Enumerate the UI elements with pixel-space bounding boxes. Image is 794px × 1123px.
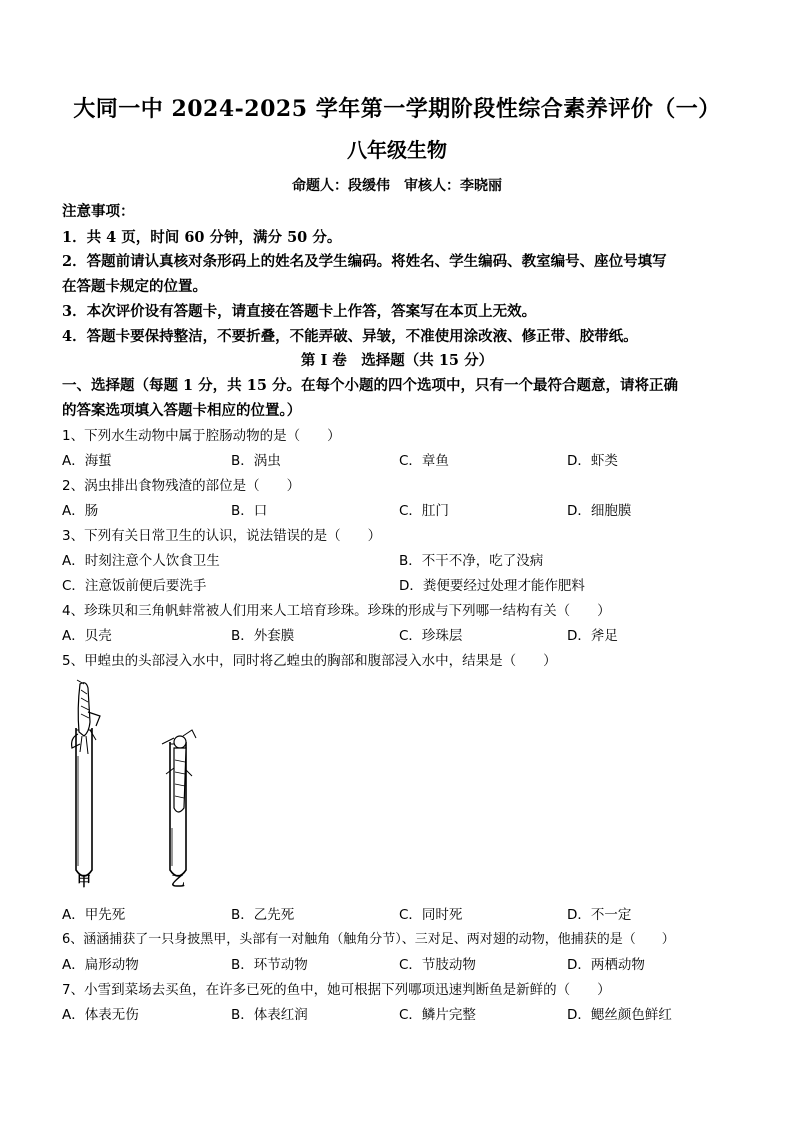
note-2: 2．答题前请认真核对条形码上的姓名及学生编码。将姓名、学生编码、教室编号、座位号填写 xyxy=(62,253,667,270)
question-6-option-a: A．扁形动物 xyxy=(62,957,139,973)
question-1-option-b: B．涡虫 xyxy=(231,453,281,469)
question-6-option-d: D．两栖动物 xyxy=(567,957,645,973)
figure-label-b: 乙 xyxy=(171,874,185,890)
question-7-option-d: D．鳃丝颜色鲜红 xyxy=(567,1007,672,1023)
grasshopper-b xyxy=(162,730,196,812)
notes-heading: 注意事项： xyxy=(62,203,135,220)
tube-a xyxy=(76,728,92,876)
question-6-option-c: C．节肢动物 xyxy=(399,957,476,973)
question-4-option-d: D．斧足 xyxy=(567,628,618,644)
exam-title: 大同一中 2024-2025 学年第一学期阶段性综合素养评价（一） xyxy=(73,96,721,122)
exam-subtitle: 八年级生物 xyxy=(347,138,447,162)
question-4-option-c: C．珍珠层 xyxy=(399,628,463,644)
question-1-option-c: C．章鱼 xyxy=(399,453,449,469)
question-3-option-d: D．粪便要经过处理才能作肥料 xyxy=(399,578,585,594)
question-3-stem: 3、下列有关日常卫生的认识，说法错误的是（ ） xyxy=(62,528,382,544)
question-3-option-a: A．时刻注意个人饮食卫生 xyxy=(62,553,220,569)
question-1-option-a: A．海蜇 xyxy=(62,453,112,469)
question-7-option-a: A．体表无伤 xyxy=(62,1007,139,1023)
question-1-stem: 1、下列水生动物中属于腔肠动物的是（ ） xyxy=(62,428,341,444)
section-instruction-1: 一、选择题（每题 1 分，共 15 分。在每个小题的四个选项中，只有一个最符合题意，请将正确 xyxy=(62,377,678,394)
section-title: 第 I 卷 选择题（共 15 分） xyxy=(300,352,494,369)
question-7-stem: 7、小雪到菜场去买鱼，在许多已死的鱼中，她可根据下列哪项迅速判断鱼是新鲜的（ ） xyxy=(62,982,611,998)
question-5-option-d: D．不一定 xyxy=(567,907,632,923)
note-1: 1．共 4 页，时间 60 分钟，满分 50 分。 xyxy=(62,229,342,246)
question-2-stem: 2、涡虫排出食物残渣的部位是（ ） xyxy=(62,478,301,494)
question-4-stem: 4、珍珠贝和三角帆蚌常被人们用来人工培育珍珠。珍珠的形成与下列哪一结构有关（ ） xyxy=(62,603,611,619)
question-5-stem: 5、甲蝗虫的头部浸入水中，同时将乙蝗虫的胸部和腹部浸入水中，结果是（ ） xyxy=(62,653,557,669)
section-instruction-2: 的答案选项填入答题卡相应的位置。） xyxy=(62,402,302,419)
note-2-cont: 在答题卡规定的位置。 xyxy=(62,278,207,295)
note-4: 4．答题卡要保持整洁，不要折叠，不能弄破、异皱，不准使用涂改液、修正带、胶带纸。 xyxy=(62,328,638,345)
question-7-option-c: C．鳞片完整 xyxy=(399,1007,476,1023)
note-3: 3．本次评价设有答题卡，请直接在答题卡上作答，答案写在本页上无效。 xyxy=(62,303,537,320)
figure-label-a: 甲 xyxy=(77,874,91,890)
question-5-option-b: B．乙先死 xyxy=(231,907,295,923)
question-6-option-b: B．环节动物 xyxy=(231,957,308,973)
exam-authors: 命题人：段缓伟 审核人：李晓丽 xyxy=(292,178,502,194)
question-4-option-a: A．贝壳 xyxy=(62,628,112,644)
question-2-option-d: D．细胞膜 xyxy=(567,503,632,519)
question-4-option-b: B．外套膜 xyxy=(231,628,295,644)
question-1-option-d: D．虾类 xyxy=(567,453,618,469)
question-5-option-c: C．同时死 xyxy=(399,907,463,923)
question-2-option-b: B．口 xyxy=(231,503,268,519)
question-2-option-c: C．肛门 xyxy=(399,503,449,519)
question-3-option-c: C．注意饭前便后要洗手 xyxy=(62,578,207,594)
question-2-option-a: A．肠 xyxy=(62,503,99,519)
grasshopper-test-tube-figure xyxy=(62,678,222,890)
question-3-option-b: B．不干不净，吃了没病 xyxy=(399,553,544,569)
question-5-option-a: A．甲先死 xyxy=(62,907,126,923)
question-7-option-b: B．体表红润 xyxy=(231,1007,308,1023)
question-6-stem: 6、涵涵捕获了一只身披黑甲，头部有一对触角（触角分节）、三对足、两对翅的动物，他捕获的是（ ） xyxy=(62,932,675,947)
